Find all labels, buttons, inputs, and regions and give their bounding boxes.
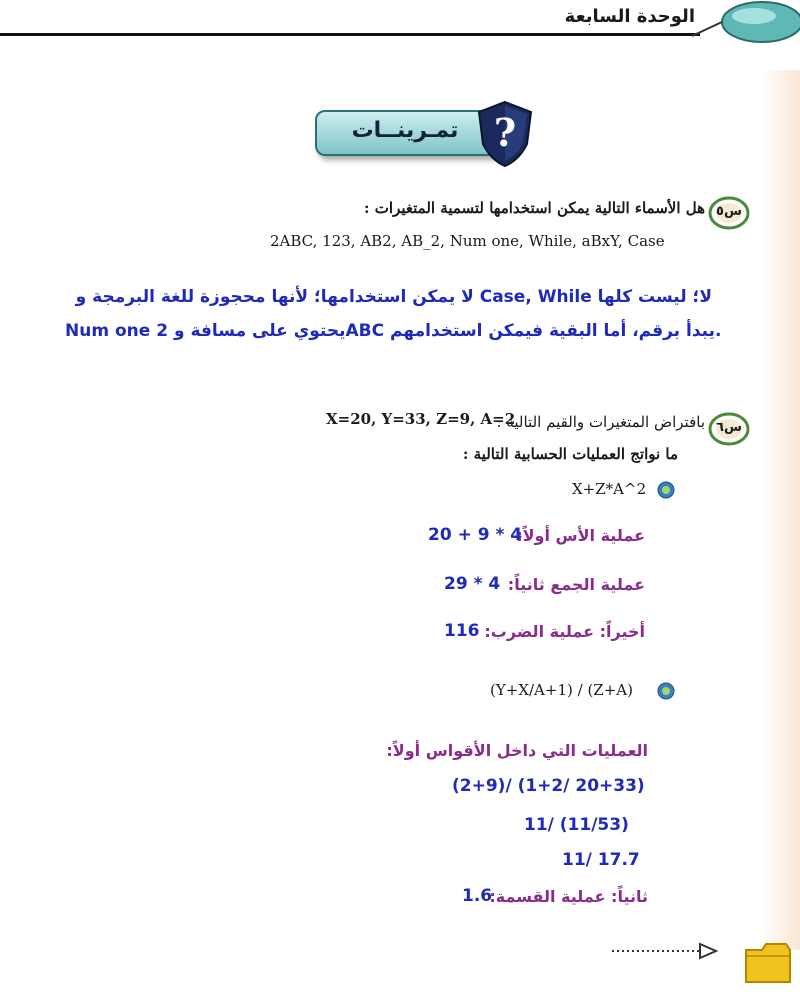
question-6-values: X=20, Y=33, Z=9, A=2 bbox=[326, 410, 516, 428]
expr-2-step-1-label: العمليات التي داخل الأقواس أولاً: bbox=[386, 741, 648, 760]
expr-1-step-2-label: عملية الجمع ثانياً: bbox=[507, 575, 645, 594]
expr-2-final-label: ثانياً: عملية القسمة: bbox=[489, 887, 648, 906]
question-5-text: هل الأسماء التالية يمكن استخدامها لتسمية المتغيرات : bbox=[364, 199, 705, 217]
expr-1-step-2-value: 29 * 4 bbox=[444, 574, 501, 594]
expr-2-line-1: (2+9)/ (1+2/ 20+33) bbox=[452, 776, 645, 796]
expression-2: (Y+X/A+1) / (Z+A) bbox=[490, 681, 633, 699]
banner-label: تمـرينــات bbox=[351, 118, 459, 143]
expr-2-line-2: 11/ (11/53) bbox=[524, 815, 629, 835]
question-6-line-2: ما نواتج العمليات الحسابية التالية : bbox=[462, 445, 678, 463]
expr-1-step-1-value-text: 20 + 9 * 4 bbox=[428, 525, 523, 545]
bullet-icon bbox=[657, 481, 675, 499]
expr-1-step-1-value bbox=[428, 525, 522, 545]
folder-icon bbox=[742, 940, 794, 986]
exercises-banner bbox=[310, 100, 550, 170]
expr-2-final-value: 1.6 bbox=[462, 886, 493, 906]
question-6-badge-label: س٦ bbox=[716, 420, 742, 435]
mouse-icon bbox=[692, 0, 800, 48]
expression-1: X+Z*A^2 bbox=[572, 480, 647, 498]
expr-2-line-3: 11/ 17.7 bbox=[562, 850, 640, 870]
unit-title: الوحدة السابعة bbox=[564, 6, 695, 27]
question-shield-icon bbox=[475, 100, 535, 168]
question-5-names: 2ABC, 123, AB2, AB_2, Num one, While, aBxY, Case bbox=[270, 232, 665, 250]
header-rule bbox=[0, 33, 700, 36]
svg-text:?: ? bbox=[493, 110, 517, 155]
answer-5-line-1: لا؛ ليست كلها Case, While لا يمكن استخدامها؛ لأنها محجوزة للغة البرمجة و bbox=[75, 287, 712, 307]
expr-1-step-1-label: عملية الأس أولاً: bbox=[516, 526, 645, 545]
answer-5-line-2: Num one يحتوي على مسافة و 2ABC يبدأ برقم، أما البقية فيمكن استخدامهم. bbox=[65, 321, 722, 341]
expr-1-step-3-value: 116 bbox=[444, 621, 480, 641]
expr-1-step-3-label: أخيراً: عملية الضرب: bbox=[484, 622, 645, 641]
next-page-arrow-icon bbox=[612, 940, 722, 960]
question-6-prefix: بافتراض المتغيرات والقيم التالية : bbox=[496, 413, 705, 431]
bullet-icon bbox=[657, 682, 675, 700]
question-5-badge-label: س٥ bbox=[716, 204, 742, 219]
page-edge-gradient bbox=[760, 70, 800, 950]
